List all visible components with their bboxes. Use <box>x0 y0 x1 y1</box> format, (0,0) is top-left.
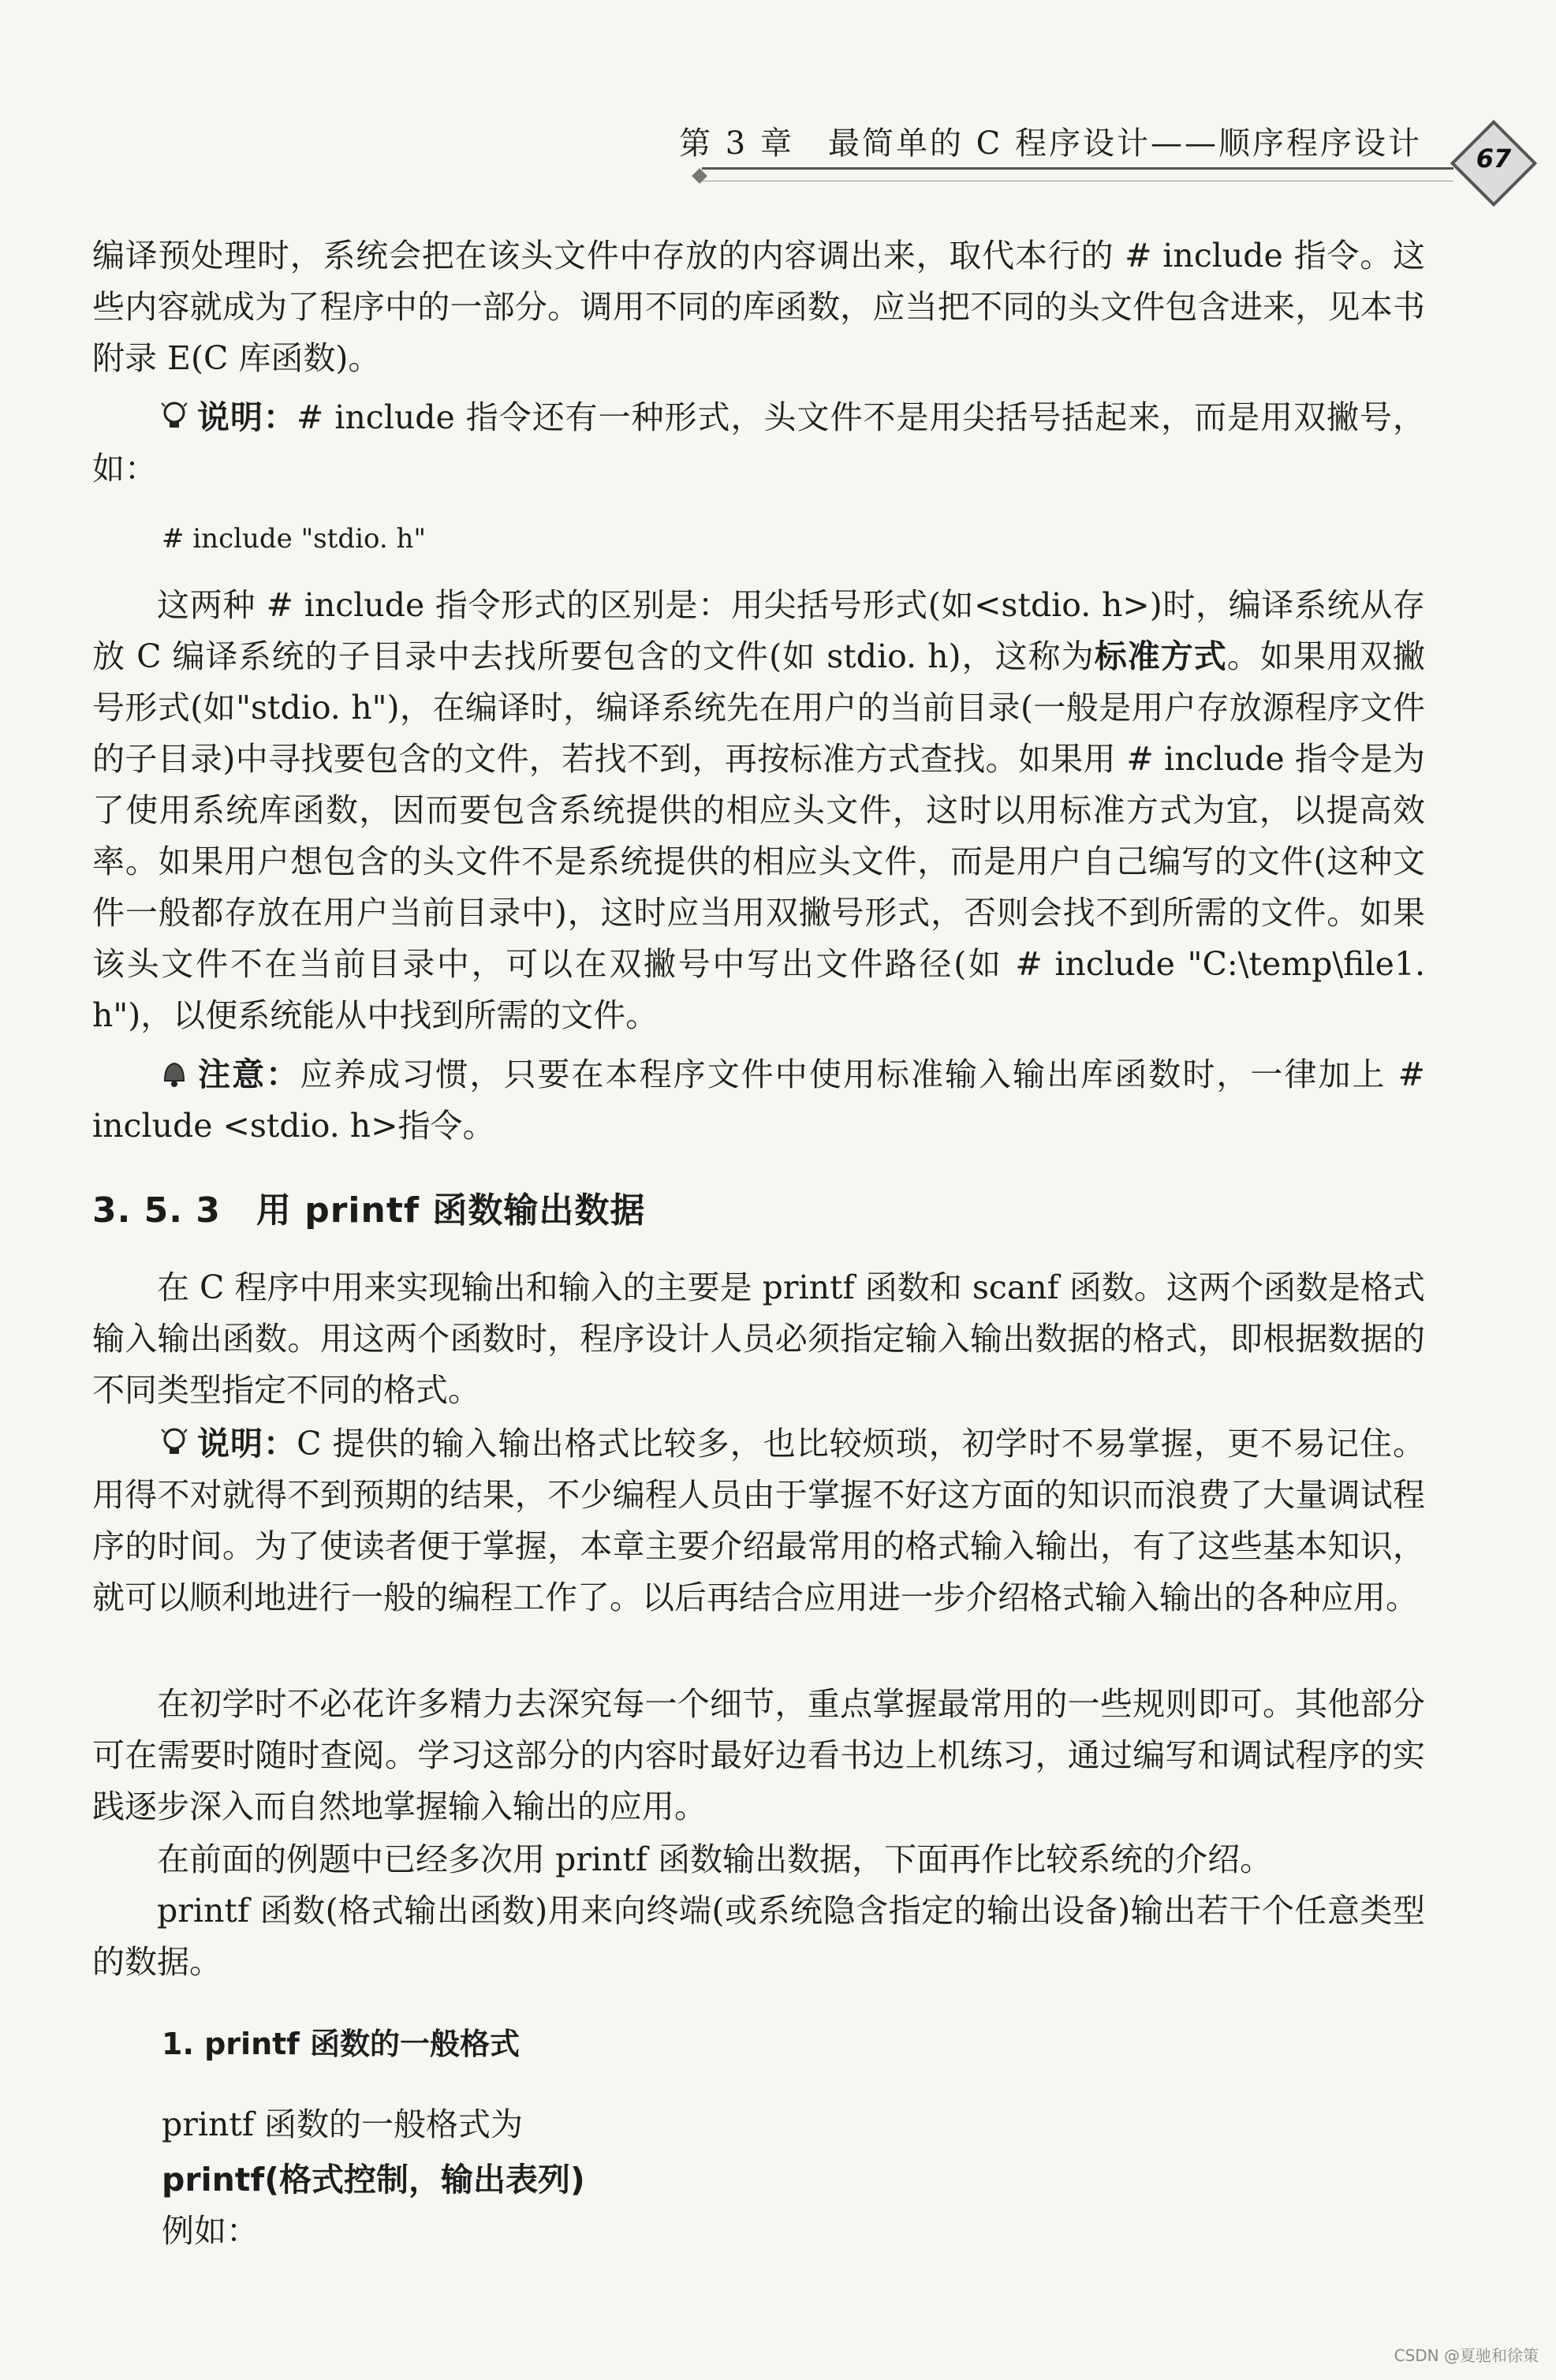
note-text: 应养成习惯，只要在本程序文件中使用标准输入输出库函数时，一律加上 # include <stdio. h>指令。 <box>92 1055 1426 1145</box>
paragraph-text: 在初学时不必花许多精力去深究每一个细节，重点掌握最常用的一些规则即可。其他部分可在需要时随时查阅。学习这部分的内容时最好边看书边上机练习，通过编写和调试程序的实践逐步深入而自然地掌握输入输出的应用。 <box>92 1685 1425 1825</box>
paragraph-text: 在 C 程序中用来实现输出和输入的主要是 printf 函数和 scanf 函数。这两个函数是格式输入输出函数。用这两个函数时，程序设计人员必须指定输入输出数据的格式，即根据数据的不同类型指定不同的格式。 <box>92 1268 1425 1409</box>
bold-term: 标准方式 <box>1094 637 1227 675</box>
note-label: 说明： <box>196 398 297 436</box>
paragraph-learning-tips <box>92 1679 1425 1833</box>
header-rule <box>702 167 1453 181</box>
code-example: # include "stdio. h" <box>162 523 426 555</box>
paragraph-printf-scanf <box>92 1262 1425 1416</box>
bell-icon <box>157 1055 192 1090</box>
format-syntax-text: printf(格式控制，输出表列) <box>162 2161 585 2199</box>
watermark: CSDN @夏驰和徐策 <box>1394 2346 1539 2365</box>
paragraph-printf-intro <box>92 1834 1425 1885</box>
paragraph-include-forms <box>92 580 1425 1041</box>
note-text: C 提供的输入输出格式比较多，也比较烦琐，初学时不易掌握，更不易记住。用得不对就得不到预期的结果，不少编程人员由于掌握不好这方面的知识而浪费了大量调试程序的时间。为了使读者便于掌握，本章主要介绍最常用的格式输入输出，有了这些基本知识，就可以顺利地进行一般的编程工作了。以后再结合应用进一步介绍格式输入输出的各种应用。 <box>92 1425 1426 1616</box>
note-text: # include 指令还有一种形式，头文件不是用尖括号括起来，而是用双撇号，如： <box>92 398 1425 488</box>
paragraph-format-intro: printf 函数的一般格式为 <box>162 2105 524 2143</box>
lightbulb-icon <box>157 398 192 433</box>
page-number: 67 <box>1476 144 1512 174</box>
paragraph-printf-purpose <box>92 1885 1425 1988</box>
paragraph-text: 编译预处理时，系统会把在该头文件中存放的内容调出来，取代本行的 # include 指令。这些内容就成为了程序中的一部分。调用不同的库函数，应当把不同的头文件包含进来，见本书附录 E(C 库函数)。 <box>92 237 1425 377</box>
sub-heading: 1. printf 函数的一般格式 <box>162 2027 521 2061</box>
section-heading: 3. 5. 3 用 printf 函数输出数据 <box>92 1190 646 1231</box>
note-label: 说明： <box>196 1425 297 1463</box>
note-block-3 <box>92 1418 1425 1623</box>
paragraph-text: 在前面的例题中已经多次用 printf 函数输出数据，下面再作比较系统的介绍。 <box>157 1840 1273 1878</box>
paragraph-example-label: 例如： <box>162 2212 259 2250</box>
note-block-2 <box>92 1049 1425 1152</box>
paragraph-text: printf 函数(格式输出函数)用来向终端(或系统隐含指定的输出设备)输出若干个任意类型的数据。 <box>92 1892 1425 1981</box>
paragraph-text: 这两种 # include 指令形式的区别是：用尖括号形式(如<stdio. h>)时，编译系统从存放 C 编译系统的子目录中去找所要包含的文件(如 stdio. h)，这称为 <box>92 586 1425 675</box>
note-label: 注意： <box>196 1055 300 1093</box>
format-syntax <box>162 2154 585 2200</box>
paragraph-intro <box>92 230 1425 384</box>
paragraph-text: 。如果用双撇号形式(如"stdio. h")，在编译时，编译系统先在用户的当前目录(一般是用户存放源程序文件的子目录)中寻找要包含的文件，若找不到，再按标准方式查找。如果用 # include 指令是为了使用系统库函数，因而要包含系统提供的相应头文件，这时以用标准方式为宜，以提高效率。如果用户想包含的头文件不是系统提供的相应头文件，而是用户自己编写的文件(这种文件一般都存放在用户当前目录中)，这时应当用双撇号形式，否则会找不到所需的文件。如果该头文件不在当前目录中，可以在双撇号中写出文件路径(如 # include "C:\temp\file1. h")，以便系统能从中找到所需的文件。 <box>92 637 1425 1034</box>
running-header: 第 3 章 最简单的 C 程序设计——顺序程序设计 <box>679 125 1422 162</box>
note-block-1 <box>92 392 1425 495</box>
lightbulb-icon <box>157 1425 192 1459</box>
